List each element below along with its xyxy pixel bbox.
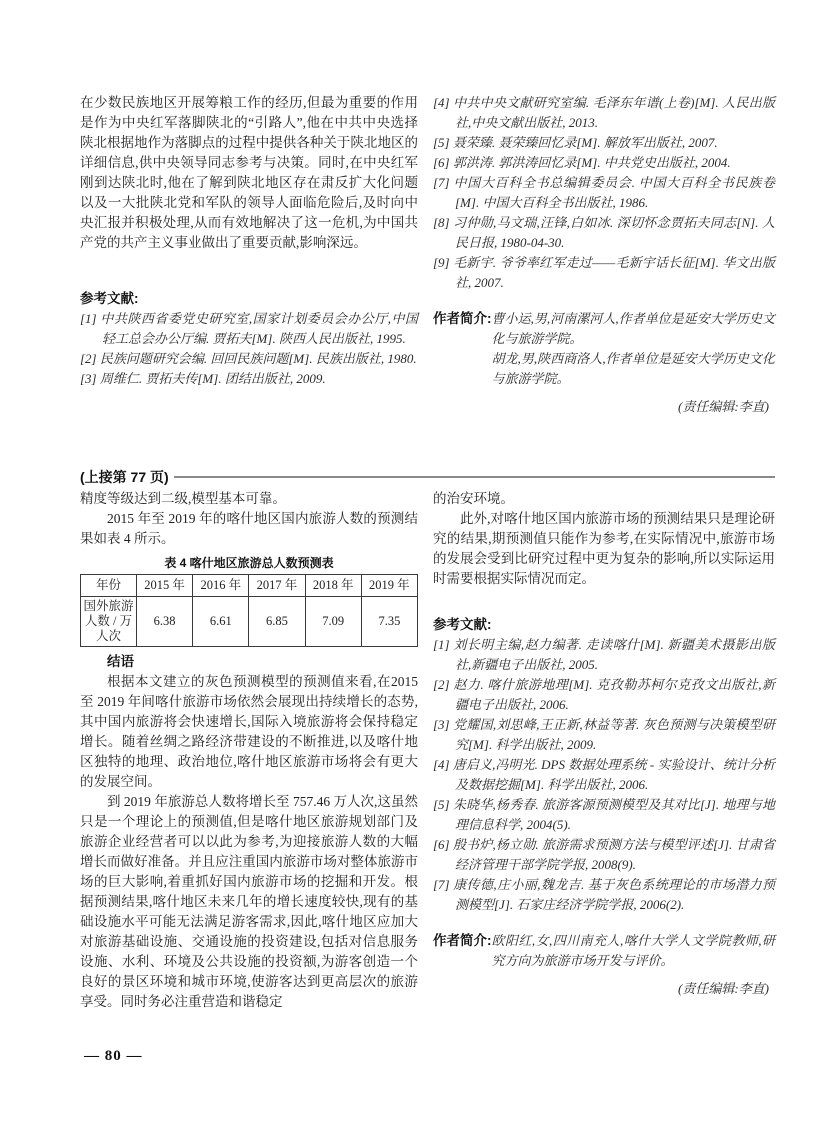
reference-item: [3] 党耀国,刘思峰,王正新,林益等著. 灰色预测与决策模型研究[M]. 科学出版社, 2009. xyxy=(433,717,775,752)
table-value-cell: 7.35 xyxy=(361,597,417,647)
author-bio-label: 作者简介: xyxy=(433,311,492,326)
article2-paragraph: 此外,对喀什地区国内旅游市场的预测结果只是理论研究的结果,期预测值只能作为参考,在实际情况中,旅游市场的发展会受到比研究过程中更为复杂的影响,所以实际运用时需要根据实际情况而定。 xyxy=(433,511,775,586)
article2-columns xyxy=(80,489,775,1012)
article2-left-column xyxy=(80,489,418,1012)
table-header-cell: 2017 年 xyxy=(249,575,305,597)
reference-item: [2] 赵力. 喀什旅游地理[M]. 克孜勒苏柯尔克孜文出版社,新疆电子出版社, 2006. xyxy=(433,677,775,712)
reference-item: [8] 习仲勋,马文瑞,汪锋,白如冰. 深切怀念贾拓夫同志[N]. 人民日报, 1980-04-30. xyxy=(433,215,775,250)
table-header-cell: 2018 年 xyxy=(305,575,361,597)
table-header-cell: 2015 年 xyxy=(137,575,193,597)
author-bio-entry: 曹小运,男,河南漯河人,作者单位是延安大学历史文化与旅游学院。 xyxy=(491,311,775,346)
reference-item: [4] 中共中央文献研究室编. 毛泽东年谱(上卷)[M]. 人民出版社,中央文献出版社, 2013. xyxy=(433,95,775,130)
article2-editor-credit: (责任编辑:李直) xyxy=(678,981,769,996)
author-bio-entry: 胡龙,男,陕西商洛人,作者单位是延安大学历史文化与旅游学院。 xyxy=(491,351,775,386)
table-value-cell: 7.09 xyxy=(305,597,361,647)
reference-item: [9] 毛新宇. 爷爷率红军走过——毛新宇话长征[M]. 华文出版社, 2007. xyxy=(433,255,775,290)
table-header-cell: 年份 xyxy=(81,575,137,597)
page-number: — 80 — xyxy=(84,1048,143,1064)
table4-title: 表 4 喀什地区旅游总人数预测表 xyxy=(164,556,334,570)
article2-paragraph: 2015 年至 2019 年的喀什地区国内旅游人数的预测结果如表 4 所示。 xyxy=(80,511,418,546)
article2-right-column xyxy=(433,489,775,1012)
article1-left-column xyxy=(80,93,418,467)
reference-item: [7] 中国大百科全书总编辑委员会. 中国大百科全书民族卷[M]. 中国大百科全书出版社, 1986. xyxy=(433,175,775,210)
article2-paragraph: 精度等级达到二级,模型基本可靠。 xyxy=(80,491,286,506)
table-header-cell: 2019 年 xyxy=(361,575,417,597)
table4-forecast-table xyxy=(80,574,418,647)
continued-header xyxy=(80,467,775,487)
table-value-cell: 6.38 xyxy=(137,597,193,647)
author-bio-label: 作者简介: xyxy=(433,933,492,948)
reference-item: [6] 郭洪涛. 郭洪涛回忆录[M]. 中共党史出版社, 2004. xyxy=(433,155,731,170)
conclusion-paragraph: 到 2019 年旅游总人数将增长至 757.46 万人次,这虽然只是一个理论上的预测值,但是喀什地区旅游规划部门及旅游企业经营者可以以此为参考,为迎接旅游人数的大幅增长而做好准备。并且应注重国内旅游市场对整体旅游市场的巨大影响,着重抓好国内旅游市场的挖掘和开发。根据预测结果,喀什地区未来几年的增长速度较快,现有的基础设施水平可能无法满足游客需求,因此,喀什地区应加大对旅游基础设施、交通设施的投资建设,包括对信息服务设施、水利、环境及公共设施的投资额,为游客创造一个良好的景区环境和城市环境,使游客达到更高层次的旅游享受。同时务必注重营造和谐稳定 xyxy=(80,794,418,1009)
reference-item: [7] 康传德,庄小丽,魏龙吉. 基于灰色系统理论的市场潜力预测模型[J]. 石家庄经济学院学报, 2006(2). xyxy=(433,877,775,912)
conclusion-paragraph: 根据本文建立的灰色预测模型的预测值来看,在2015 至 2019 年间喀什旅游市场依然会展现出持续增长的态势,其中国内旅游将会快速增长,国际入境旅游将会保持稳定增长。随着丝绸之路经济带建设的不断推进,以及喀什地区独特的地理、政治地位,喀什地区旅游市场将会有更大的发展空间。 xyxy=(80,674,418,789)
article1-editor-credit: (责任编辑:李直) xyxy=(678,399,769,414)
article1-references-block xyxy=(80,289,418,389)
article2-section xyxy=(80,467,775,1012)
reference-item: [6] 殷书炉,杨立勋. 旅游需求预测方法与模型评述[J]. 甘肃省经济管理干部学院学报, 2008(9). xyxy=(433,837,775,872)
reference-item: [5] 朱晓华,杨秀春. 旅游客源预测模型及其对比[J]. 地理与地理信息科学, 2004(5). xyxy=(433,797,775,832)
article1-section xyxy=(80,93,775,467)
references-heading: 参考文献: xyxy=(80,291,139,306)
author-bio-entry: 欧阳红,女,四川南充人,喀什大学人文学院教师,研究方向为旅游市场开发与评价。 xyxy=(491,933,775,968)
table-data-row xyxy=(81,597,418,647)
table-header-row xyxy=(81,575,418,597)
table-value-cell: 6.85 xyxy=(249,597,305,647)
reference-item: [3] 周维仁. 贾拓夫传[M]. 团结出版社, 2009. xyxy=(80,371,326,386)
reference-item: [1] 刘长明主编,赵力编著. 走读喀什[M]. 新疆美术摄影出版社,新疆电子出版社, 2005. xyxy=(433,637,775,672)
continued-from-label: (上接第 77 页) xyxy=(80,469,169,485)
table-value-cell: 6.61 xyxy=(193,597,249,647)
table-header-cell: 2016 年 xyxy=(193,575,249,597)
article1-right-column xyxy=(433,93,775,467)
table-row-label: 国外旅游人数 / 万人次 xyxy=(81,597,137,647)
reference-item: [5] 聂荣臻. 聂荣臻回忆录[M]. 解放军出版社, 2007. xyxy=(433,135,718,150)
article2-author-bio xyxy=(433,931,775,971)
reference-item: [1] 中共陕西省委党史研究室,国家计划委员会办公厅,中国轻工总会办公厅编. 贾拓夫[M]. 陕西人民出版社, 1995. xyxy=(80,311,418,346)
divider-line xyxy=(174,476,775,478)
author-bio-body xyxy=(492,931,776,971)
author-bio-body xyxy=(492,309,776,389)
article1-author-bio xyxy=(433,309,775,389)
conclusion-heading: 结语 xyxy=(107,654,134,669)
reference-item: [2] 民族问题研究会编. 回回民族问题[M]. 民族出版社, 1980. xyxy=(80,351,417,366)
reference-item: [4] 唐启义,冯明光. DPS 数据处理系统 - 实验设计、统计分析及数据挖掘[M]. 科学出版社, 2006. xyxy=(433,757,775,792)
article2-paragraph: 的治安环境。 xyxy=(433,491,514,506)
article1-paragraph: 在少数民族地区开展筹粮工作的经历,但最为重要的作用是作为中央红军落脚陕北的“引路人”,他在中共中央选择陕北根据地作为落脚点的过程中提供各种关于陕北地区的详细信息,供中央领导同志参考与决策。同时,在中央红军刚到达陕北时,他在了解到陕北地区存在肃反扩大化问题以及一大批陕北党和军队的领导人面临危险后,及时向中央汇报并积极处理,从而有效地解决了这一危机,为中国共产党的共产主义事业做出了重要贡献,影响深远。 xyxy=(80,95,418,250)
references-heading: 参考文献: xyxy=(433,617,492,632)
